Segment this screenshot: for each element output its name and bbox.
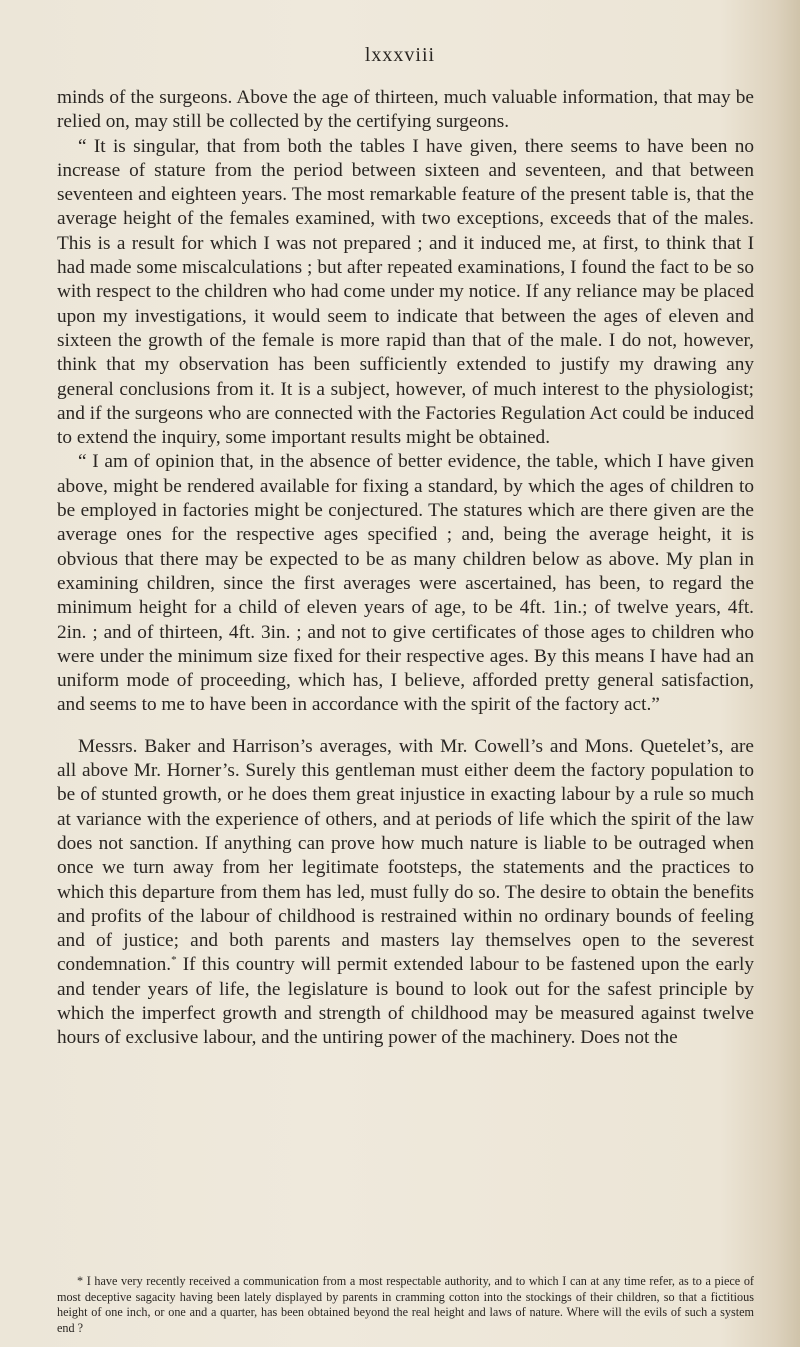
paragraph-4-continuation: If this country will permit extended labour to be fastened upon the early and tender years of life, the legislature is bound to look out for the safest principle by which the imperfect growth and strength of childhood may be measured against twelve hours of exclusive labour, and the untiring power of the machinery. Does not the <box>57 954 754 1049</box>
paragraph-4 <box>57 735 754 1051</box>
paragraph-2: “ It is singular, that from both the tables I have given, there seems to have been no increase of stature from the period between sixteen and seventeen, and that between seventeen and eighteen years. The most remarkable feature of the present table is, that the average height of the females examined, with two exceptions, exceeds that of the males. This is a result for which I was not prepared ; and it induced me, at first, to think that I had made some miscalculations ; but after repeated examinations, I found the fact to be so with respect to the children who had come under my notice. If any reliance may be placed upon my investigations, it would seem to indicate that between the ages of eleven and sixteen the growth of the female is more rapid than that of the male. I do not, however, think that my observation has been sufficiently extended to justify my drawing any general conclusions from it. It is a subject, however, of much interest to the physiologist; and if the surgeons who are connected with the Factories Regulation Act could be induced to extend the inquiry, some important results might be obtained. <box>57 135 754 449</box>
paragraph-3: “ I am of opinion that, in the absence of better evidence, the table, which I have given above, might be rendered available for fixing a standard, by which the ages of children to be employed in factories might be conjectured. The statures which are there given are the average ones for the respective ages specified ; and, being the average height, it is obvious that there may be expected to be as many children below as above. My plan in examining children, since the first averages were ascertained, has been, to regard the minimum height for a child of eleven years of age, to be 4ft. 1in.; of twelve years, 4ft. 2in. ; and of thirteen, 4ft. 3in. ; and not to give certificates of those ages to children who were under the minimum size fixed for their respective ages. By this means I have had an uniform mode of proceeding, which has, I believe, afforded pretty general satisfaction, and seems to me to have been in accordance with the spirit of the factory act.” <box>57 451 754 716</box>
footnote: * I have very recently received a communication from a most respectable authority, and to which I can at any time refer, as to a piece of most deceptive sagacity having been lately displayed by parents in cramming cotton into the stockings of their children, so that a fictitious height of one inch, or one and a quarter, has been obtained beyond the real height and laws of nature. Where will the evils of such a system end ? <box>57 1274 754 1335</box>
body-text <box>57 86 754 1051</box>
paragraph-1: minds of the surgeons. Above the age of thirteen, much valuable information, that may be relied on, may still be collected by the certifying surgeons. <box>57 87 754 133</box>
paragraph-4-text: Messrs. Baker and Harrison’s averages, with Mr. Cowell’s and Mons. Quetelet’s, are all above Mr. Horner’s. Surely this gentleman must either deem the factory population to be of stunted growth, or he does them great injustice in exacting labour by a rule so much at variance with the experience of others, and at periods of life which the spirit of the law does not sanction. If anything can prove how much nature is liable to be outraged when once we turn away from her legitimate footsteps, the statements and the practices to which this departure from them has led, must fully do so. The desire to obtain the benefits and profits of the labour of childhood is restrained within no ordinary bounds of feeling and of justice; and both parents and masters lay themselves open to the severest condemnation. <box>57 735 754 976</box>
footnote-marker: * <box>171 954 177 967</box>
page-number: lxxxviii <box>364 44 436 66</box>
